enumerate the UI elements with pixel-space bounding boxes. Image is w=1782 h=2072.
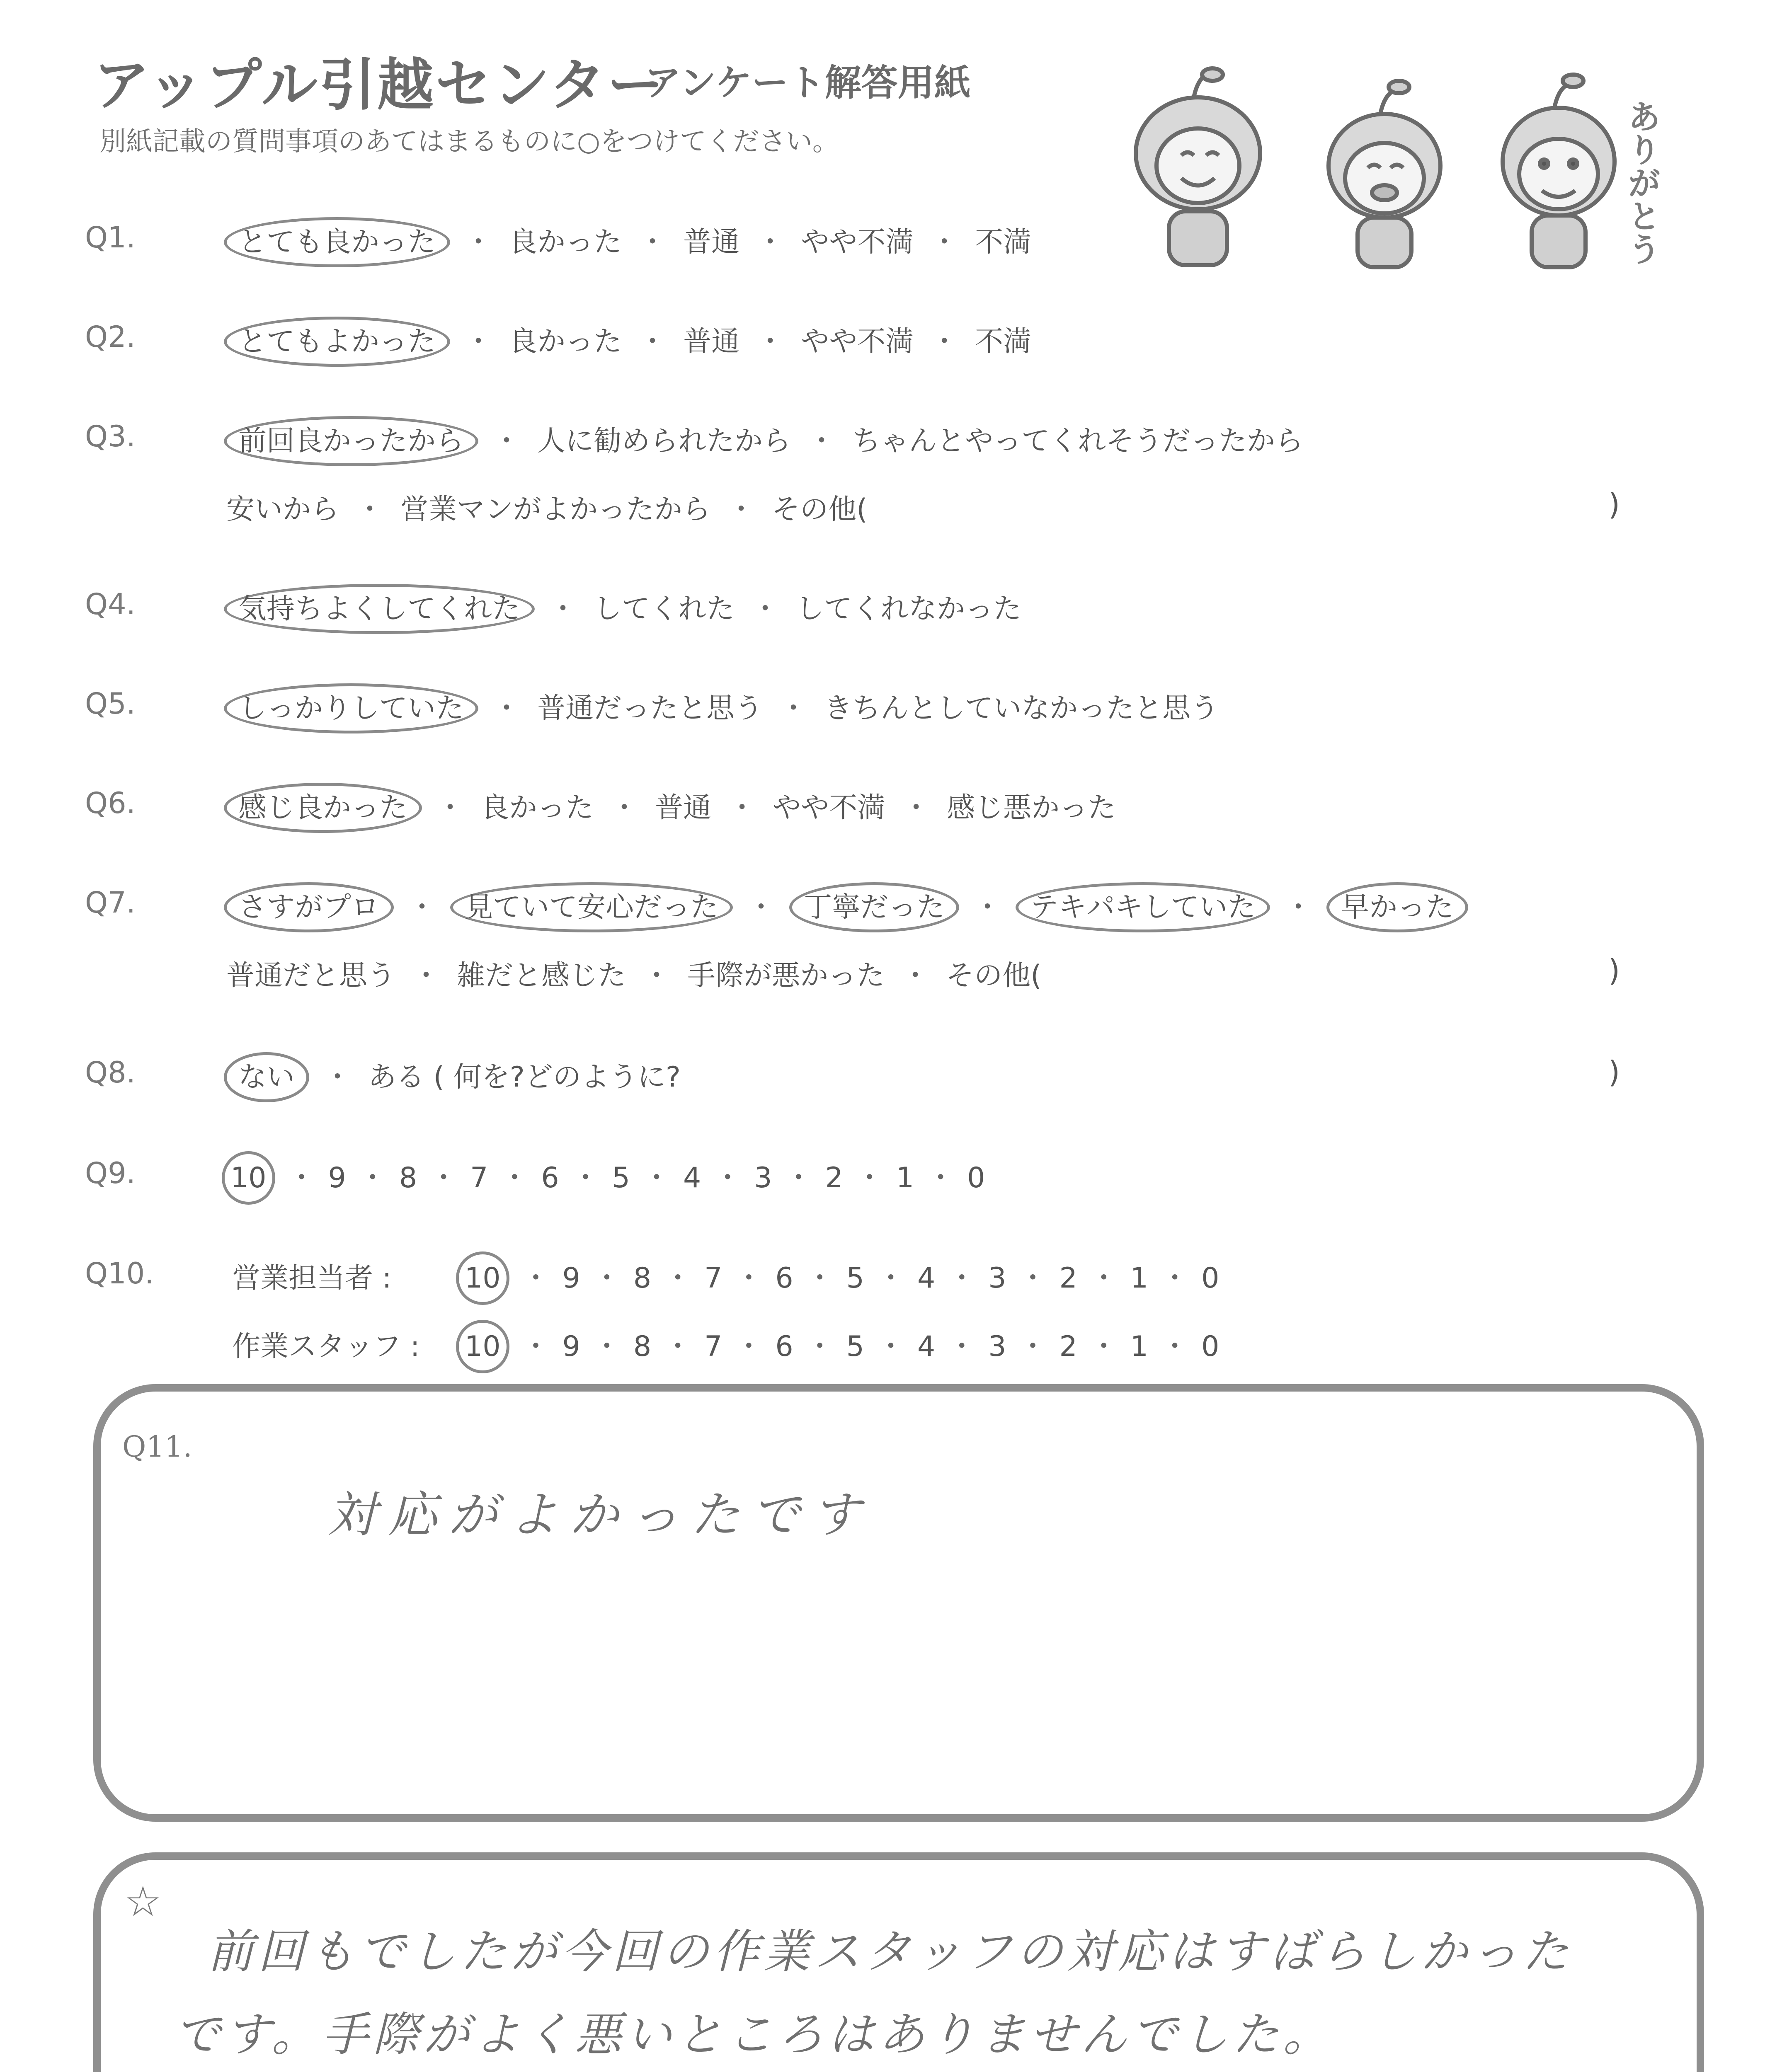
rating-value[interactable]: 1 bbox=[1130, 1330, 1149, 1363]
question-4-options-line-1 bbox=[224, 586, 1024, 627]
option-separator: ・ bbox=[1284, 891, 1313, 924]
q10-sales-label: 営業担当者 : bbox=[232, 1262, 392, 1295]
answer-option-circled[interactable]: ない bbox=[224, 1052, 309, 1102]
answer-option-circled[interactable]: 前回良かったから bbox=[224, 416, 478, 466]
option-separator: ・ bbox=[727, 493, 756, 526]
rating-value[interactable]: 9 bbox=[562, 1330, 580, 1363]
option-separator: ・ bbox=[751, 593, 780, 625]
rating-value[interactable]: 7 bbox=[704, 1262, 722, 1295]
rating-value[interactable]: 1 bbox=[896, 1162, 914, 1194]
answer-option[interactable]: 良かった bbox=[509, 226, 622, 259]
rating-value[interactable]: 6 bbox=[775, 1262, 793, 1295]
star-marker-icon: ☆ bbox=[124, 1877, 162, 1926]
comment-line-2: です。手際がよく悪いところはありませんでした。 bbox=[174, 2008, 1334, 2062]
question-5-options-line-1 bbox=[224, 686, 1221, 726]
rating-value[interactable]: 1 bbox=[1130, 1262, 1149, 1295]
scale-separator: ・ bbox=[521, 1330, 550, 1363]
scale-separator: ・ bbox=[713, 1162, 742, 1194]
scale-separator: ・ bbox=[1018, 1262, 1047, 1295]
scale-separator: ・ bbox=[642, 1162, 671, 1194]
closing-paren: ) bbox=[1608, 1055, 1620, 1089]
scale-separator: ・ bbox=[571, 1162, 600, 1194]
answer-option[interactable]: 不満 bbox=[975, 325, 1032, 358]
question-7-options-line-1 bbox=[224, 885, 1468, 925]
mascot-thanks-text: ありがとう bbox=[1622, 99, 1661, 265]
answer-option-circled[interactable]: とてもよかった bbox=[224, 317, 450, 367]
option-separator: ・ bbox=[638, 325, 667, 358]
q10-label: Q10. bbox=[85, 1256, 154, 1290]
option-separator: ・ bbox=[901, 959, 930, 992]
answer-option[interactable]: してくれた bbox=[594, 593, 735, 625]
option-separator: ・ bbox=[412, 959, 441, 992]
answer-option[interactable]: 普通だったと思う bbox=[537, 692, 763, 725]
option-separator: ・ bbox=[756, 226, 785, 259]
scale-separator: ・ bbox=[1161, 1262, 1189, 1295]
rating-value[interactable]: 2 bbox=[1059, 1262, 1077, 1295]
closing-paren: ) bbox=[1608, 487, 1620, 522]
rating-value-circled[interactable]: 10 bbox=[222, 1151, 275, 1205]
scale-separator: ・ bbox=[664, 1330, 692, 1363]
rating-value[interactable]: 5 bbox=[846, 1262, 864, 1295]
option-separator: ・ bbox=[973, 891, 1002, 924]
answer-option-circled[interactable]: 感じ良かった bbox=[224, 783, 422, 833]
question-7-options-line-2 bbox=[224, 953, 1044, 993]
rating-value[interactable]: 9 bbox=[328, 1162, 346, 1194]
option-separator: ・ bbox=[728, 792, 756, 824]
option-separator: ・ bbox=[930, 226, 959, 259]
option-separator: ・ bbox=[356, 493, 384, 526]
answer-option-circled[interactable]: とても良かった bbox=[224, 217, 450, 267]
answer-option[interactable]: 人に勧められたから bbox=[537, 425, 791, 457]
scale-separator: ・ bbox=[358, 1162, 387, 1194]
rating-value[interactable]: 6 bbox=[541, 1162, 559, 1194]
scale-separator: ・ bbox=[805, 1262, 834, 1295]
rating-value[interactable]: 4 bbox=[917, 1262, 936, 1295]
option-separator: ・ bbox=[323, 1061, 352, 1094]
question-number-1: Q1. bbox=[85, 220, 136, 254]
question-number-3: Q3. bbox=[85, 419, 136, 453]
question-3-options-line-1 bbox=[224, 419, 1306, 459]
rating-value[interactable]: 5 bbox=[846, 1330, 864, 1363]
option-separator: ・ bbox=[492, 692, 521, 725]
option-separator: ・ bbox=[464, 325, 493, 358]
answer-option-circled[interactable]: 早かった bbox=[1326, 882, 1468, 932]
rating-value[interactable]: 6 bbox=[775, 1330, 793, 1363]
question-2-options-line-1 bbox=[224, 319, 1034, 359]
scale-separator: ・ bbox=[592, 1262, 621, 1295]
rating-value[interactable]: 5 bbox=[612, 1162, 630, 1194]
form-subtitle: アンケート解答用紙 bbox=[645, 61, 971, 104]
scale-separator: ・ bbox=[948, 1262, 976, 1295]
answer-option[interactable]: してくれなかった bbox=[796, 593, 1022, 625]
answer-option-circled[interactable]: 見ていて安心だった bbox=[450, 882, 733, 932]
scale-separator: ・ bbox=[1089, 1330, 1118, 1363]
q9-rating-scale bbox=[222, 1155, 985, 1196]
closing-paren: ) bbox=[1608, 953, 1620, 988]
answer-option[interactable]: 感じ悪かった bbox=[947, 792, 1116, 824]
answer-option[interactable]: 手際が悪かった bbox=[687, 959, 885, 992]
question-number-7: Q7. bbox=[85, 886, 136, 920]
scale-separator: ・ bbox=[664, 1262, 692, 1295]
scale-separator: ・ bbox=[287, 1162, 316, 1194]
rating-value[interactable]: 4 bbox=[917, 1330, 936, 1363]
answer-option-circled[interactable]: 丁寧だった bbox=[789, 882, 959, 932]
rating-value[interactable]: 4 bbox=[683, 1162, 701, 1194]
answer-option[interactable]: 普通だと思う bbox=[226, 959, 396, 992]
rating-value[interactable]: 8 bbox=[633, 1262, 652, 1295]
scale-separator: ・ bbox=[1161, 1330, 1189, 1363]
q11-label: Q11. bbox=[122, 1430, 192, 1464]
answer-option[interactable]: 良かった bbox=[509, 325, 622, 358]
question-number-5: Q5. bbox=[85, 687, 136, 721]
rating-value[interactable]: 0 bbox=[1201, 1262, 1220, 1295]
answer-option-circled[interactable]: さすがプロ bbox=[224, 882, 394, 932]
answer-option[interactable]: 営業マンがよかったから bbox=[400, 493, 711, 526]
q10-sales-rating-scale bbox=[456, 1256, 1219, 1296]
rating-value[interactable]: 8 bbox=[399, 1162, 417, 1194]
option-separator: ・ bbox=[610, 792, 639, 824]
question-number-2: Q2. bbox=[85, 320, 136, 354]
question-3-options-line-2 bbox=[224, 487, 870, 527]
scale-separator: ・ bbox=[735, 1330, 763, 1363]
form-title: アップル引越センター bbox=[93, 53, 665, 118]
answer-option-circled[interactable]: 気持ちよくしてくれた bbox=[224, 584, 535, 634]
scale-separator: ・ bbox=[855, 1162, 884, 1194]
option-separator: ・ bbox=[902, 792, 931, 824]
option-separator: ・ bbox=[756, 325, 785, 358]
scale-separator: ・ bbox=[876, 1262, 905, 1295]
option-separator: ・ bbox=[807, 425, 836, 457]
scale-separator: ・ bbox=[592, 1330, 621, 1363]
scale-separator: ・ bbox=[876, 1330, 905, 1363]
answer-option[interactable]: 普通 bbox=[683, 325, 740, 358]
question-6-options-line-1 bbox=[224, 785, 1118, 825]
rating-value[interactable]: 0 bbox=[1201, 1330, 1220, 1363]
scale-separator: ・ bbox=[521, 1262, 550, 1295]
q11-answer-box bbox=[93, 1384, 1704, 1822]
question-number-4: Q4. bbox=[85, 587, 136, 621]
rating-value[interactable]: 7 bbox=[470, 1162, 488, 1194]
scale-separator: ・ bbox=[948, 1330, 976, 1363]
option-separator: ・ bbox=[642, 959, 671, 992]
rating-value-circled[interactable]: 10 bbox=[456, 1251, 509, 1305]
option-separator: ・ bbox=[549, 593, 577, 625]
q11-handwritten-answer: 対応がよかったです bbox=[327, 1486, 873, 1543]
scale-separator: ・ bbox=[926, 1162, 955, 1194]
rating-value[interactable]: 3 bbox=[988, 1330, 1006, 1363]
option-separator: ・ bbox=[436, 792, 465, 824]
q10-staff-label: 作業スタッフ : bbox=[232, 1330, 420, 1363]
question-8-options-line-1 bbox=[224, 1055, 683, 1095]
scale-separator: ・ bbox=[500, 1162, 529, 1194]
option-separator: ・ bbox=[638, 226, 667, 259]
scale-separator: ・ bbox=[735, 1262, 763, 1295]
option-separator: ・ bbox=[930, 325, 959, 358]
answer-option[interactable]: 不満 bbox=[975, 226, 1032, 259]
answer-option[interactable]: 雑だと感じた bbox=[457, 959, 626, 992]
answer-option[interactable]: 普通 bbox=[655, 792, 712, 824]
monkey-mascots-illustration bbox=[1119, 58, 1679, 274]
answer-option-circled[interactable]: しっかりしていた bbox=[224, 683, 478, 733]
form-instruction: 別紙記載の質問事項のあてはまるものに○をつけてください。 bbox=[99, 126, 839, 157]
answer-option[interactable]: 良かった bbox=[481, 792, 594, 824]
scale-separator: ・ bbox=[784, 1162, 813, 1194]
rating-value[interactable]: 7 bbox=[704, 1330, 722, 1363]
rating-value-circled[interactable]: 10 bbox=[456, 1320, 509, 1373]
answer-option[interactable]: きちんとしていなかったと思う bbox=[824, 692, 1219, 725]
rating-value[interactable]: 3 bbox=[988, 1262, 1006, 1295]
q9-label: Q9. bbox=[85, 1156, 136, 1190]
rating-value[interactable]: 2 bbox=[1059, 1330, 1077, 1363]
answer-option-circled[interactable]: テキパキしていた bbox=[1016, 882, 1270, 932]
option-separator: ・ bbox=[464, 226, 493, 259]
scale-separator: ・ bbox=[805, 1330, 834, 1363]
answer-option[interactable]: やや不満 bbox=[801, 226, 914, 259]
answer-option[interactable]: 普通 bbox=[683, 226, 740, 259]
scale-separator: ・ bbox=[1018, 1330, 1047, 1363]
answer-option[interactable]: 安いから bbox=[226, 493, 339, 526]
answer-option[interactable]: やや不満 bbox=[773, 792, 886, 824]
answer-option[interactable]: その他( bbox=[772, 493, 868, 526]
comment-line-1: 前回もでしたが今回の作業スタッフの対応はすばらしかった bbox=[207, 1925, 1573, 1979]
answer-option[interactable]: その他( bbox=[946, 959, 1042, 992]
question-number-6: Q6. bbox=[85, 786, 136, 820]
answer-option[interactable]: ちゃんとやってくれそうだったから bbox=[852, 425, 1304, 457]
scale-separator: ・ bbox=[429, 1162, 458, 1194]
rating-value[interactable]: 0 bbox=[967, 1162, 985, 1194]
rating-value[interactable]: 3 bbox=[754, 1162, 772, 1194]
question-number-8: Q8. bbox=[85, 1055, 136, 1089]
answer-option[interactable]: やや不満 bbox=[801, 325, 914, 358]
option-separator: ・ bbox=[492, 425, 521, 457]
scale-separator: ・ bbox=[1089, 1262, 1118, 1295]
rating-value[interactable]: 2 bbox=[825, 1162, 843, 1194]
question-1-options-line-1 bbox=[224, 220, 1034, 260]
rating-value[interactable]: 9 bbox=[562, 1262, 580, 1295]
option-separator: ・ bbox=[779, 692, 808, 725]
option-separator: ・ bbox=[747, 891, 776, 924]
answer-option[interactable]: ある ( 何を?どのように? bbox=[368, 1061, 681, 1094]
q10-staff-rating-scale bbox=[456, 1324, 1219, 1364]
option-separator: ・ bbox=[408, 891, 436, 924]
rating-value[interactable]: 8 bbox=[633, 1330, 652, 1363]
